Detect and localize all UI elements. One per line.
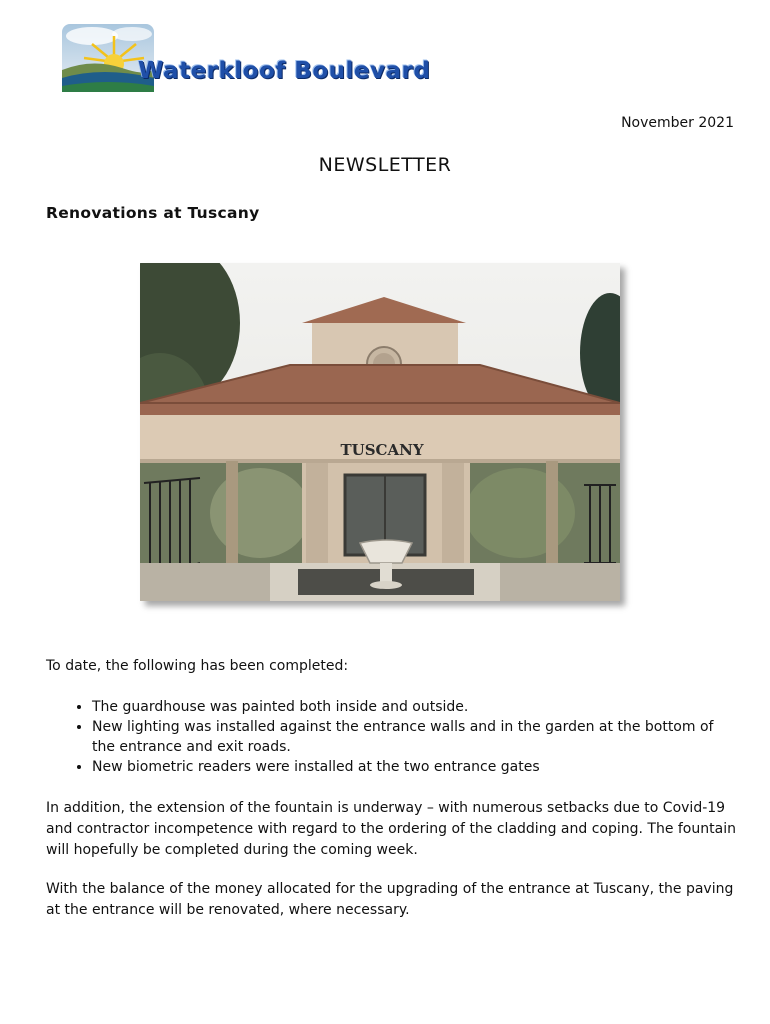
completed-list <box>46 697 736 777</box>
paragraph-fountain: In addition, the extension of the fountain is underway – with numerous setbacks due to Covid-19 and contractor incompetence with regard to the ordering of the cladding and coping. The fountain will hopefully be completed during the coming week. <box>46 800 736 858</box>
guardhouse-photo <box>140 263 620 601</box>
page-title: NEWSLETTER <box>318 154 452 176</box>
paragraph-paving: With the balance of the money allocated for the upgrading of the entrance at Tuscany, the paving at the entrance will be renovated, where necessary. <box>46 881 734 918</box>
guardhouse-image <box>140 263 620 601</box>
section-heading: Renovations at Tuscany <box>46 204 260 222</box>
list-item: • New lighting was installed against the entrance walls and in the garden at the bottom of the entrance and exit roads. <box>92 717 736 757</box>
list-item: • The guardhouse was painted both inside and outside. <box>92 697 736 717</box>
logo-text: Waterkloof Boulevard <box>138 58 431 84</box>
list-item: • New biometric readers were installed at the two entrance gates <box>92 757 736 777</box>
tuscany-sign: TUSCANY <box>340 441 424 459</box>
newsletter-date: November 2021 <box>621 115 734 131</box>
intro-text: To date, the following has been completed: <box>46 658 349 674</box>
